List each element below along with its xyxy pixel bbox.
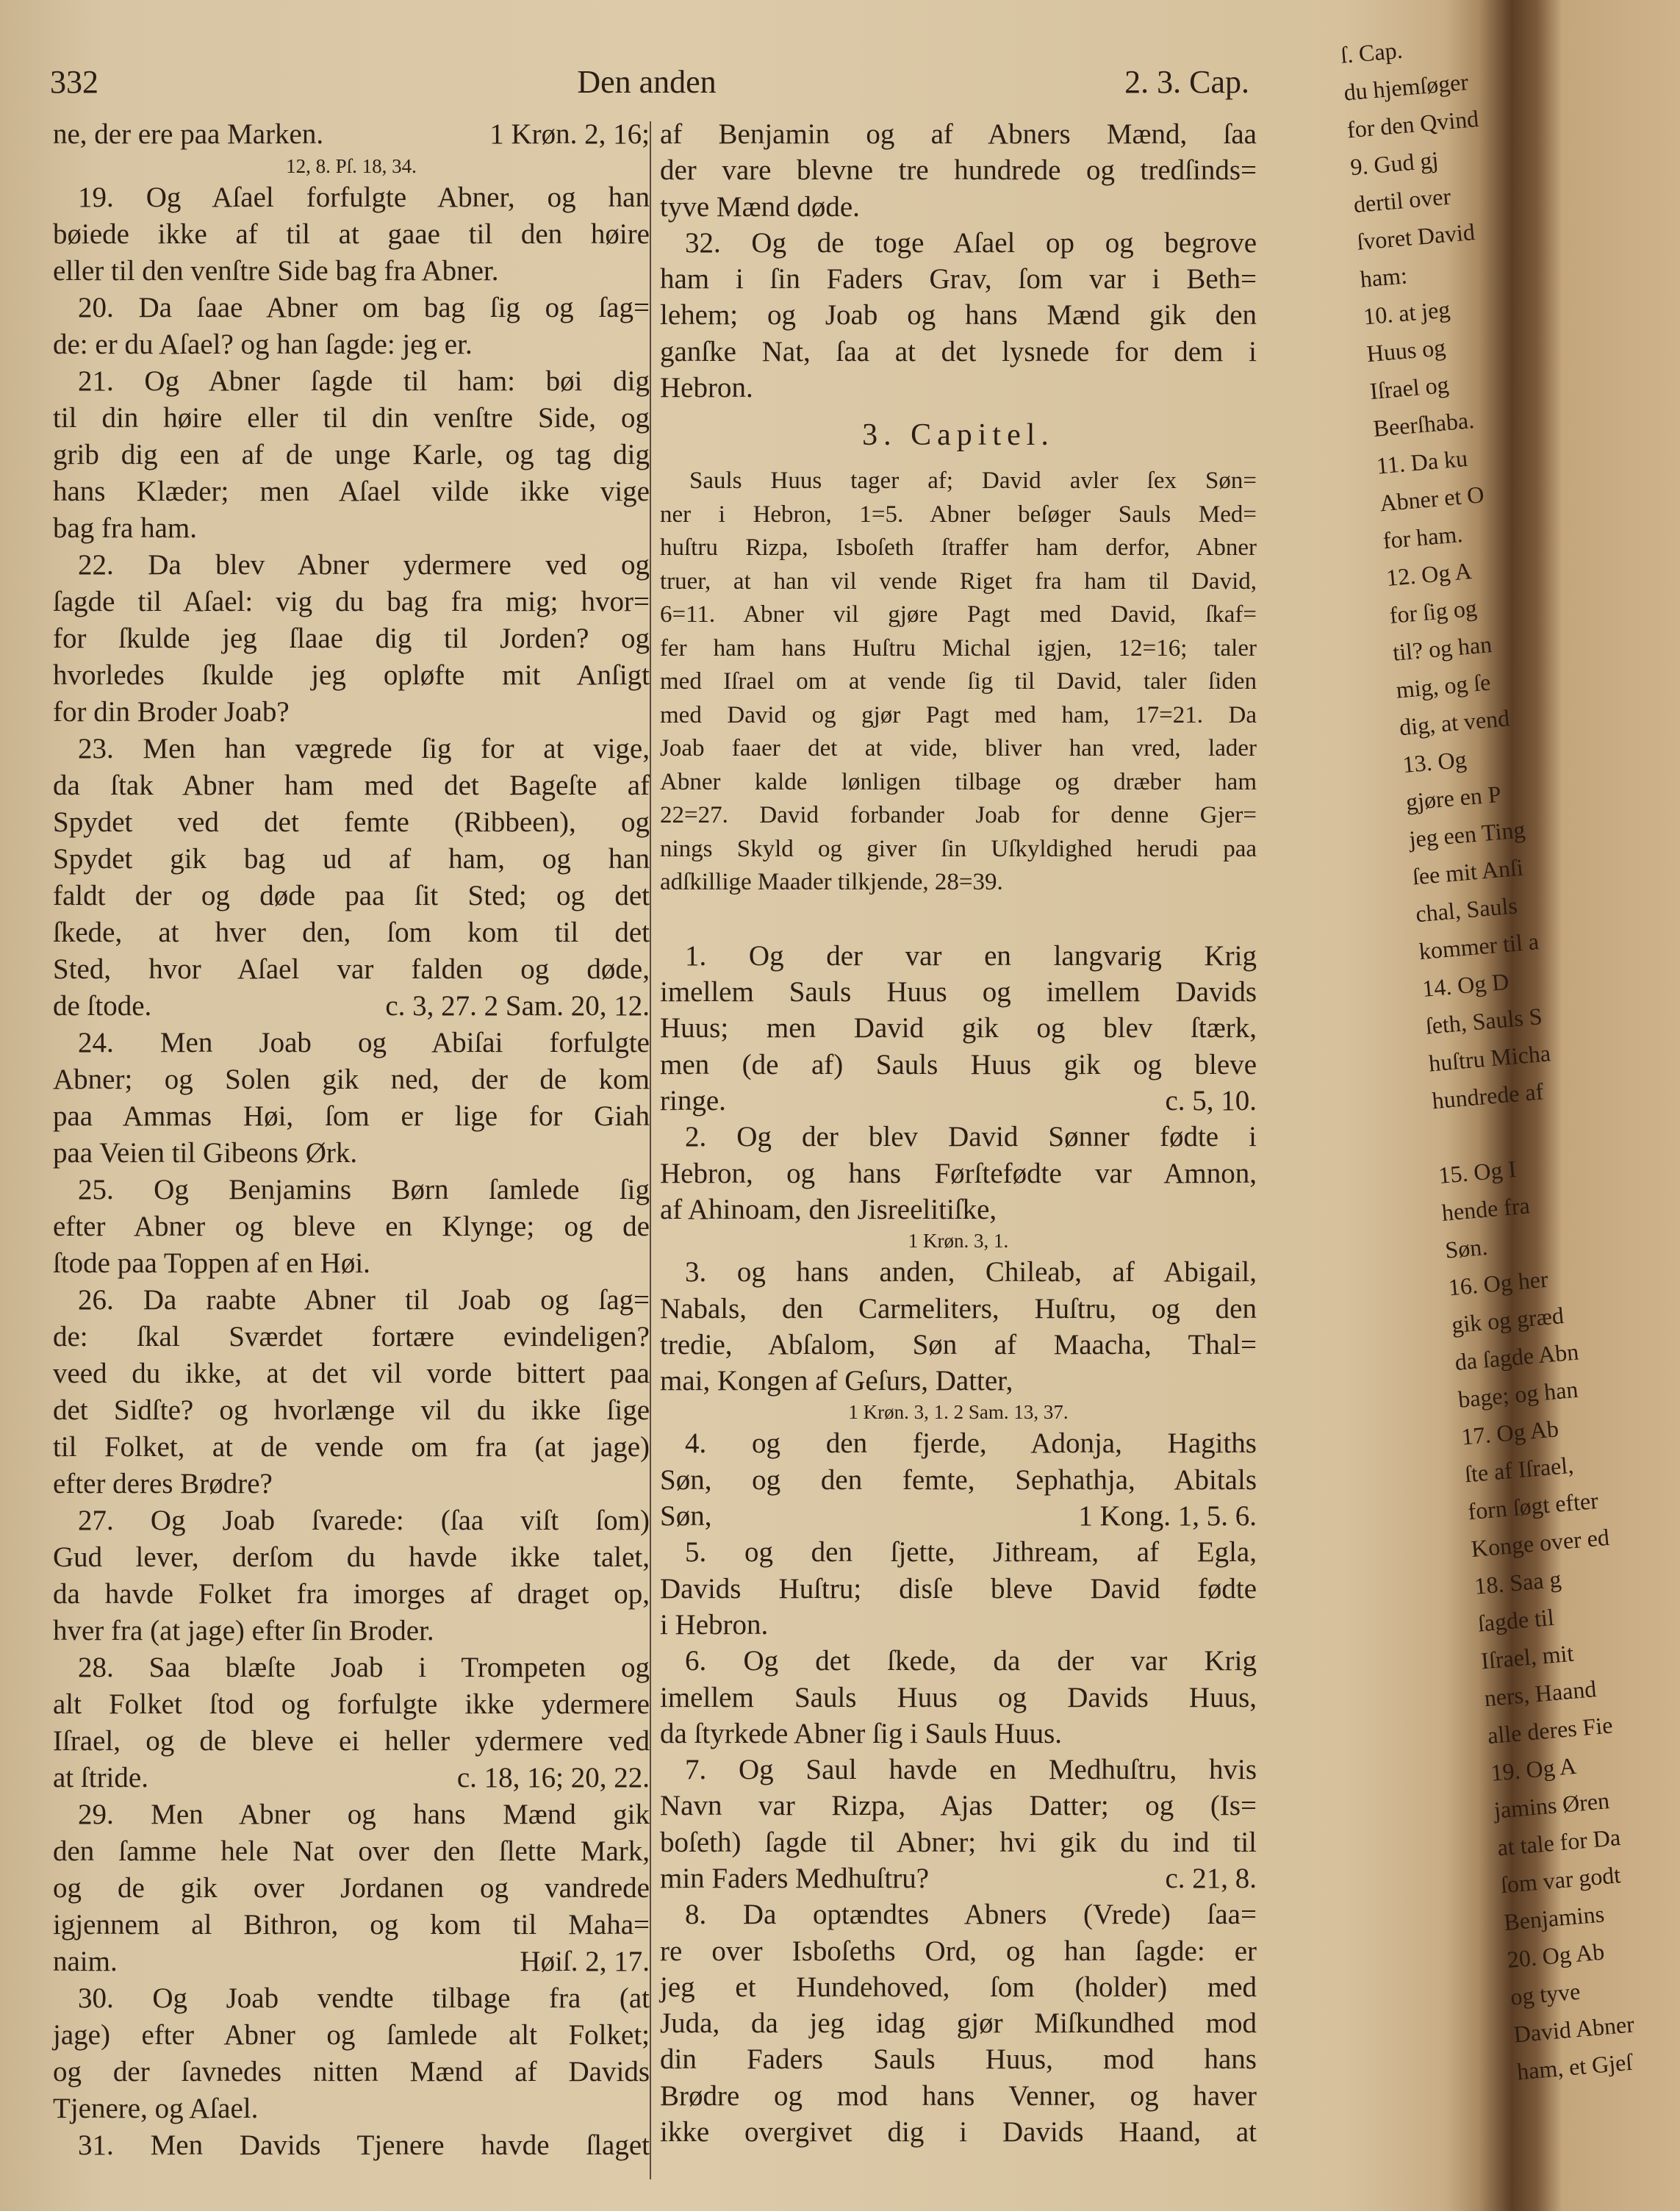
verse-line: Juda, da jeg idag gjør Miſkundhed mod <box>660 2007 1257 2040</box>
verse-line <box>53 1943 650 1980</box>
verse <box>53 1025 650 1172</box>
cross-reference: 12, 8. Pſ. 18, 34. <box>286 155 417 177</box>
verse-line: og de gik over Jordanen og vandrede <box>53 1872 650 1904</box>
next-page-fragment: 15. Og I <box>1437 1155 1518 1189</box>
verse-line <box>53 988 650 1025</box>
verse-line: der vare blevne tre hundrede og tredſinds= <box>660 154 1257 187</box>
next-page-fragment: 12. Og A <box>1385 557 1473 592</box>
next-page-fragment: huſtru Micha <box>1427 1039 1552 1077</box>
verse-line: 2. Og der blev David Sønner fødte i <box>685 1121 1257 1153</box>
verse-line: Tjenere, og Aſael. <box>53 2093 259 2124</box>
next-page-fragment: Konge over ed <box>1470 1523 1611 1563</box>
verse-line: 21. Og Abner ſagde til ham: bøi dig <box>78 365 650 397</box>
verse-line: 1. Og der var en langvarig Krig <box>685 939 1257 972</box>
verse-line: det Sidſte? og hvorlænge vil du ikke ſige <box>53 1394 650 1426</box>
next-page-fragment: og tyve <box>1509 1977 1582 2010</box>
summary-line: med Iſrael om at vende ſig til David, taler ſiden <box>660 668 1257 695</box>
next-page-fragment: Huus og <box>1365 334 1447 368</box>
next-page-fragment: ham, et Gjeſ <box>1515 2048 1634 2085</box>
verse-line: i Hebron. <box>660 1608 769 1641</box>
next-page-fragment: ſom var godt <box>1499 1861 1622 1899</box>
verse <box>660 116 1257 225</box>
next-page-fragment: 13. Og <box>1401 745 1468 778</box>
cross-reference: 1 Krøn. 3, 1. <box>908 1230 1009 1253</box>
next-page-fragment: 19. Og A <box>1490 1752 1578 1786</box>
next-page-fragment: dertil over <box>1352 182 1452 218</box>
next-page-fragment: 20. Og Ab <box>1506 1938 1606 1973</box>
next-page-fragment: 10. at jeg <box>1362 295 1451 330</box>
next-page-fragment: ſee mit Anſi <box>1411 853 1525 890</box>
verse-line <box>660 1498 1257 1534</box>
verse-line: de: ſkal Sværdet fortære evindeligen? <box>53 1321 650 1352</box>
next-page-fragment: til? og han <box>1391 631 1493 666</box>
verse-line: 8. Da optændtes Abners (Vrede) ſaa= <box>685 1899 1257 1931</box>
summary-line: 22=27. David forbander Joab for denne Gjer= <box>660 802 1257 829</box>
verse-line: grib dig een af de unge Karle, og tag dig <box>53 439 650 470</box>
summary-line: adſkillige Maader tilkjende, 28=39. <box>660 869 1003 896</box>
verse-line: ham i ſin Faders Grav, ſom var i Beth= <box>660 263 1257 295</box>
verse-line: Gud lever, derſom du havde ikke talet, <box>53 1541 650 1573</box>
verse-line: tredie, Abſalom, Søn af Maacha, Thal= <box>660 1328 1257 1361</box>
verse <box>660 1119 1257 1228</box>
next-page-fragment: 9. Gud gj <box>1349 146 1440 181</box>
next-page-fragment: 16. Og her <box>1447 1265 1549 1301</box>
verse-line: for din Broder Joab? <box>53 696 290 728</box>
verse-line: af Ahinoam, den Jisreelitiſke, <box>660 1193 997 1225</box>
next-page-fragment: alle deres Fie <box>1486 1711 1614 1749</box>
verse <box>53 179 650 290</box>
verse-line: ikke overgivet dig i Davids Haand, at <box>660 2116 1257 2149</box>
next-page-fragment: ſ. Cap. <box>1339 36 1404 68</box>
next-page-fragment: ſeth, Sauls S <box>1424 1003 1543 1039</box>
verse <box>660 938 1257 1119</box>
next-page-fragment: du hjemſøger <box>1343 68 1470 106</box>
verse <box>53 547 650 731</box>
verse-line: men (de af) Sauls Huus gik og bleve <box>660 1048 1257 1081</box>
cross-reference: 1 Krøn. 3, 1. 2 Sam. 13, 37. <box>848 1401 1069 1424</box>
verse-line: re over Isboſeths Ord, og han ſagde: er <box>660 1935 1257 1967</box>
verse <box>53 731 650 1025</box>
verse <box>660 225 1257 406</box>
verse-line: 4. og den fjerde, Adonja, Hagiths <box>685 1427 1257 1460</box>
verse <box>660 1534 1257 1643</box>
verse <box>53 116 650 153</box>
next-page-fragment: 14. Og D <box>1421 967 1510 1002</box>
verse-line: og der ſavnedes nitten Mænd af Davids <box>53 2056 650 2088</box>
verse-line: til din høire eller til din venſtre Side, og <box>53 402 650 434</box>
verse <box>53 290 650 363</box>
next-page-fragment: Iſrael, mit <box>1479 1639 1575 1674</box>
verse-line: af Benjamin og af Abners Mænd, ſaa <box>660 118 1257 150</box>
verse-line: Abner; og Solen gik ned, der de kom <box>53 1064 650 1095</box>
verse-line: Huus; men David gik og blev ſtærk, <box>660 1012 1257 1044</box>
chapter-heading: 3. Capitel. <box>862 418 1055 453</box>
verse-line-text: at ſtride. <box>53 1762 148 1793</box>
verse-line: 31. Men Davids Tjenere havde ſlaget <box>78 2129 650 2161</box>
summary-line: 6=11. Abner vil gjøre Pagt med David, ſkaf= <box>660 601 1257 628</box>
next-page-fragment: mig, og ſe <box>1395 668 1492 703</box>
next-page-fragment: ham: <box>1359 262 1409 293</box>
next-page-fragment: Benjamins <box>1502 1900 1606 1936</box>
verse-citation: c. 21, 8. <box>1165 1863 1257 1894</box>
next-page-fragment: at tale for Da <box>1496 1824 1622 1861</box>
verse <box>660 1643 1257 1752</box>
verse-line: boſeth) ſagde til Abner; hvi gik du ind til <box>660 1826 1257 1858</box>
verse-line-text: ne, der ere paa Marken. <box>53 118 324 150</box>
next-page-edge <box>1339 23 1680 2091</box>
verse-line: 22. Da blev Abner ydermere ved og <box>78 549 650 581</box>
next-page-fragment: ſte af Iſrael, <box>1463 1451 1575 1488</box>
summary-line: huſtru Rizpa, Isboſeth ſtraffer ham derfor, Abner <box>660 534 1257 562</box>
verse-line: til Folket, at de vende om fra (at jage) <box>53 1431 650 1463</box>
verse-line-text: min Faders Medhuſtru? <box>660 1863 930 1894</box>
verse-line: 27. Og Joab ſvarede: (ſaa viſt ſom) <box>78 1505 650 1536</box>
verse <box>53 1796 650 1980</box>
verse-citation: 1 Kong. 1, 5. 6. <box>1078 1500 1257 1533</box>
verse-line: mai, Kongen af Geſurs, Datter, <box>660 1365 1013 1397</box>
verse <box>53 2127 650 2164</box>
verse-line: imellem Sauls Huus og Davids Huus, <box>660 1681 1257 1713</box>
verse-line <box>660 1083 1257 1119</box>
chapter-reference: 2. 3. Cap. <box>1124 64 1249 100</box>
chapter-summary <box>660 465 1257 900</box>
verse-line: din Faders Sauls Huus, mod hans <box>660 2043 1257 2076</box>
verse-line: 23. Men han vægrede ſig for at vige, <box>78 733 650 764</box>
running-title: Den anden <box>577 64 717 100</box>
verse-line: igjennem al Bithron, og kom til Maha= <box>53 1909 650 1941</box>
verse-line: tyve Mænd døde. <box>660 190 860 223</box>
next-page-fragment: gjøre en P <box>1404 780 1502 815</box>
verse-line: da havde Folket fra imorges af draget op, <box>53 1578 650 1610</box>
verse-line: bag fra ham. <box>53 512 197 544</box>
verse-line: for ſkulde jeg ſlaae dig til Jorden? og <box>53 623 650 654</box>
summary-line: Sauls Huus tager af; David avler ſex Søn= <box>689 467 1257 495</box>
verse-line: paa Ammas Høi, ſom er lige for Giah <box>53 1100 650 1132</box>
verse-line: Spydet gik bag ud af ham, og han <box>53 843 650 875</box>
next-page-fragment: chal, Sauls <box>1414 892 1519 928</box>
summary-line: ner i Hebron, 1=5. Abner beſøger Sauls Med= <box>660 501 1257 528</box>
verse-line: jage) efter Abner og ſamlede alt Folket; <box>53 2019 650 2051</box>
left-column <box>53 116 650 2164</box>
verse <box>53 363 650 547</box>
verse <box>660 1254 1257 1399</box>
next-page-fragment: bage; og han <box>1457 1375 1579 1413</box>
verse-line: Sted, hvor Aſael var falden og døde, <box>53 953 650 985</box>
verse <box>53 1172 650 1282</box>
verse-line: Brødre og mod hans Venner, og haver <box>660 2079 1257 2112</box>
next-page-fragment: jeg een Ting <box>1407 816 1526 853</box>
verse-line: jeg et Hundehoved, ſom (holder) med <box>660 1971 1257 2003</box>
verse-line <box>53 116 650 153</box>
verse-line: den ſamme hele Nat over den ſlette Mark, <box>53 1835 650 1867</box>
verse-citation: c. 3, 27. 2 Sam. 20, 12. <box>385 990 650 1022</box>
verse-line: ſagde til Aſael: vig du bag fra mig; hvor= <box>53 586 650 617</box>
verse-citation: c. 5, 10. <box>1165 1085 1257 1117</box>
next-page-fragment: ſagde til <box>1476 1603 1556 1637</box>
next-page-fragment: Beerſhaba. <box>1372 406 1476 442</box>
next-page-fragment: jamins Øren <box>1493 1787 1611 1824</box>
verse-line: ſkede, at hver den, ſom kom til det <box>53 917 650 948</box>
verse-line: ſtode paa Toppen af en Høi. <box>53 1247 370 1279</box>
next-page-fragment: 18. Saa g <box>1473 1565 1562 1599</box>
verse-line: lehem; og Joab og hans Mænd gik den <box>660 299 1257 332</box>
next-page-fragment: hundrede af <box>1431 1078 1545 1114</box>
verse-line: da ſtyrkede Abner ſig i Sauls Huus. <box>660 1717 1063 1749</box>
verse-line: 6. Og det ſkede, da der var Krig <box>685 1645 1257 1677</box>
next-page-fragment: Iſrael og <box>1368 370 1450 405</box>
verse <box>53 1502 650 1649</box>
verse-line: 25. Og Benjamins Børn ſamlede ſig <box>78 1174 650 1205</box>
verse-line: imellem Sauls Huus og imellem Davids <box>660 976 1257 1008</box>
verse-line: 20. Da ſaae Abner om bag ſig og ſag= <box>78 292 650 323</box>
verse-citation: c. 18, 16; 20, 22. <box>456 1762 650 1793</box>
summary-line: med David og gjør Pagt med ham, 17=21. Da <box>660 701 1257 728</box>
verse-line: Navn var Rizpa, Ajas Datter; og (Is= <box>660 1790 1257 1822</box>
verse-line: 24. Men Joab og Abiſai forfulgte <box>78 1027 650 1058</box>
verse-line: Søn, og den femte, Sephathja, Abitals <box>660 1463 1257 1496</box>
verse-line: paa Veien til Gibeons Ørk. <box>53 1137 358 1169</box>
summary-line: Joab faaer det at vide, bliver han vred, lader <box>660 735 1257 762</box>
verse-line: 28. Saa blæſte Joab i Trompeten og <box>78 1652 650 1683</box>
verse-line: Iſrael, og de bleve ei heller ydermere ved <box>53 1725 650 1757</box>
verse-line: 19. Og Aſael forfulgte Abner, og han <box>78 182 650 213</box>
verse-line: de: er du Aſael? og han ſagde: jeg er. <box>53 329 473 360</box>
verse-line <box>53 1760 650 1796</box>
verse-line: 30. Og Joab vendte tilbage fra (at <box>78 1982 650 2014</box>
next-page-fragment: Søn. <box>1443 1233 1489 1264</box>
verse-line: Nabals, den Carmeliters, Huſtru, og den <box>660 1292 1257 1325</box>
verse-line-text: de ſtode. <box>53 990 152 1022</box>
verse-line: hans Klæder; men Aſael vilde ikke vige <box>53 476 650 507</box>
next-page-fragment: 11. Da ku <box>1375 445 1469 479</box>
verse-line: bøiede ikke af til at gaae til den høire <box>53 218 650 250</box>
verse <box>53 1649 650 1796</box>
verse-line: Spydet ved det femte (Ribbeen), og <box>53 806 650 838</box>
verse-line: Hebron, og hans Førſtefødte var Amnon, <box>660 1157 1257 1189</box>
verse-citation: Høiſ. 2, 17. <box>520 1946 650 1977</box>
summary-line: Abner kalde lønligen tilbage og dræber ham <box>660 768 1257 795</box>
verse-line <box>660 1860 1257 1896</box>
next-page-fragment: for den Qvind <box>1346 104 1480 143</box>
next-page-fragment: hende fra <box>1440 1191 1532 1226</box>
verse-line: da ſtak Abner ham med det Bageſte af <box>53 770 650 801</box>
verse-line: 29. Men Abner og hans Mænd gik <box>78 1799 650 1830</box>
next-page-fragment: ners, Haand <box>1483 1675 1598 1712</box>
next-page-fragment: gik og græd <box>1450 1302 1565 1339</box>
verse-line: alt Folket ſtod og forfulgte ikke ydermere <box>53 1688 650 1720</box>
next-page-fragment: da ſagde Abn <box>1454 1338 1580 1376</box>
summary-line: fer ham hans Huſtru Michal igjen, 12=16; taler <box>660 634 1257 662</box>
verse <box>660 1752 1257 1896</box>
verse-citation: 1 Krøn. 2, 16; <box>489 118 650 150</box>
verse-line: 26. Da raabte Abner til Joab og ſag= <box>78 1284 650 1316</box>
verse-line: faldt der og døde paa ſit Sted; og det <box>53 880 650 911</box>
summary-line: nings Skyld og giver ſin Uſkyldighed herudi paa <box>660 835 1257 862</box>
verse <box>53 1980 650 2127</box>
verse <box>53 1282 650 1502</box>
next-page-fragment: David Abner <box>1512 2010 1636 2048</box>
next-page-fragment: Abner et O <box>1378 481 1485 517</box>
next-page-fragment: for ham. <box>1382 520 1464 554</box>
verse-line: efter deres Brødre? <box>53 1468 273 1499</box>
next-page-fragment: 17. Og Ab <box>1460 1415 1560 1450</box>
verse-line-text: ringe. <box>660 1085 726 1117</box>
verse-line: efter Abner og bleve en Klynge; og de <box>53 1211 650 1242</box>
next-page-fragment: forn ſøgt efter <box>1466 1486 1600 1525</box>
verse <box>660 1425 1257 1534</box>
verse-line-text: naim. <box>53 1946 118 1977</box>
verse-line: 7. Og Saul havde en Medhuſtru, hvis <box>685 1754 1257 1786</box>
verse-line: 3. og hans anden, Chileab, af Abigail, <box>685 1256 1257 1289</box>
verse-line: Hebron. <box>660 372 753 404</box>
page-number: 332 <box>50 64 98 100</box>
verse-line: veed du ikke, at det vil vorde bittert paa <box>53 1358 650 1389</box>
verse-line-text: Søn, <box>660 1500 712 1533</box>
next-page-fragment: for ſig og <box>1388 594 1479 628</box>
next-page-fragment: kommer til a <box>1418 928 1540 965</box>
verse-line: hvorledes ſkulde jeg opløfte mit Anſigt <box>53 659 650 691</box>
verse-line: Davids Huſtru; disſe bleve David fødte <box>660 1572 1257 1605</box>
summary-line: truer, at han vil vende Riget fra ham til David, <box>660 567 1257 595</box>
verse-line: 5. og den ſjette, Jithream, af Egla, <box>685 1536 1257 1569</box>
right-column <box>660 116 1257 2150</box>
verse <box>660 1896 1257 2150</box>
next-page-fragment: dig, at vend <box>1398 704 1511 741</box>
verse-line: eller til den venſtre Side bag fra Abner. <box>53 255 499 287</box>
verse-line: ganſke Nat, ſaa at det lysnede for dem i <box>660 335 1257 368</box>
verse-line: hver fra (at jage) efter ſin Broder. <box>53 1615 434 1646</box>
verse-line: 32. Og de toge Aſael op og begrove <box>685 226 1257 259</box>
next-page-fragment: ſvoret David <box>1355 218 1476 255</box>
column-divider <box>650 121 651 2179</box>
